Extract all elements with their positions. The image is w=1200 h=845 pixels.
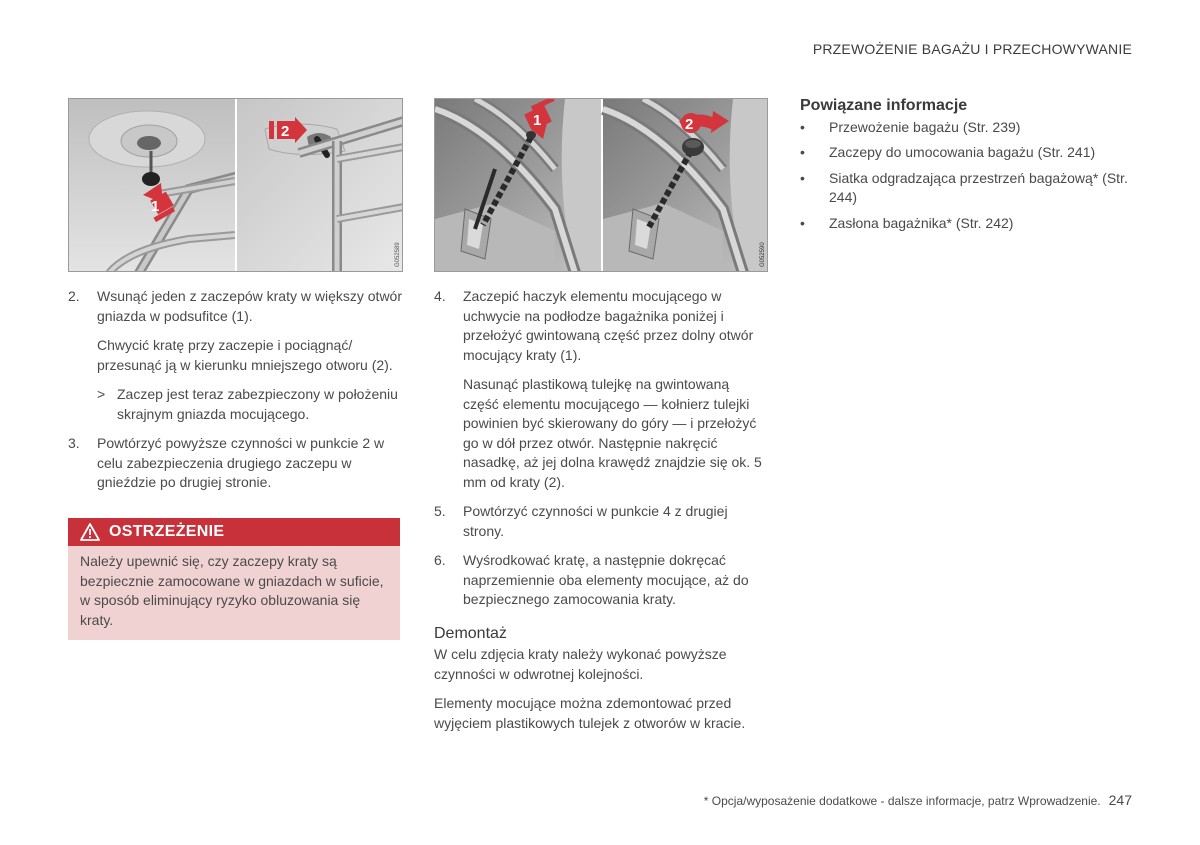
footer-note: * Opcja/wyposażenie dodatkowe - dalsze informacje, patrz Wprowadzenie. xyxy=(703,794,1101,808)
page-footer xyxy=(704,791,1132,812)
step-4 xyxy=(434,287,768,492)
step-6-number: 6. xyxy=(434,552,446,568)
step-5-number: 5. xyxy=(434,503,446,519)
result-arrow: > xyxy=(97,386,106,402)
warning-header xyxy=(68,518,400,546)
callout-2-mid-label: 2 xyxy=(685,116,694,133)
step-2-number: 2. xyxy=(68,288,80,304)
step-3-number: 3. xyxy=(68,435,80,451)
step-2-text-2: Chwycić kratę przy zaczepie i pociągnąć/ przesunąć ją w kierunku mniejszego otworu (2). xyxy=(97,337,393,373)
step-4-number: 4. xyxy=(434,288,446,304)
step-2-text-1: Wsunąć jeden z zaczepów kraty w większy otwór gniazda w podsufitce (1). xyxy=(97,288,402,324)
related-link-text: Siatka odgradzająca przestrzeń bagażową* (Str. 244) xyxy=(829,169,1128,205)
step-2-result-text: Zaczep jest teraz zabezpieczony w położeniu skrajnym gniazda mocującego. xyxy=(117,386,398,422)
demontaz-text-1: W celu zdjęcia kraty należy wykonać powyższe czynności w odwrotnej kolejności. xyxy=(434,646,727,682)
figure-floor-mount xyxy=(434,98,768,272)
figure-code-mid: G052590 xyxy=(760,242,766,267)
step-2-result xyxy=(97,385,402,424)
callout-2-label: 2 xyxy=(281,123,290,140)
related-link-text: Zaczepy do umocowania bagażu (Str. 241) xyxy=(829,144,1096,160)
section-header: PRZEWOŻENIE BAGAŻU I PRZECHOWYWANIE xyxy=(812,41,1132,57)
page-number: 247 xyxy=(1108,792,1132,808)
warning-text: Należy upewnić się, czy zaczepy kraty są bezpiecznie zamocowane w gniazdach w suficie, w sposób eliminujący ryzyko obluzowania się kraty. xyxy=(68,546,400,640)
related-link[interactable] xyxy=(800,214,1140,234)
related-info xyxy=(800,96,1140,239)
related-heading: Powiązane informacje xyxy=(800,97,968,114)
callout-1-label: 1 xyxy=(151,198,160,215)
related-link[interactable] xyxy=(800,118,1140,138)
column-2 xyxy=(434,287,768,743)
related-list xyxy=(800,118,1140,234)
step-6 xyxy=(434,551,768,610)
related-link-text: Przewożenie bagażu (Str. 239) xyxy=(829,118,1021,135)
step-4-text-1: Zaczepić haczyk elementu mocującego w uchwycie na podłodze bagażnika poniżej i przełożyć gwintowaną część przez dolny otwór mocujący kraty (1). xyxy=(463,288,754,363)
related-link[interactable] xyxy=(800,169,1140,208)
related-link[interactable] xyxy=(800,143,1140,163)
callout-1-mid-label: 1 xyxy=(533,112,542,129)
bullet: • xyxy=(800,214,805,231)
demontaz-heading: Demontaż xyxy=(434,624,507,642)
step-5-text: Powtórzyć czynności w punkcie 4 z drugiej strony. xyxy=(463,503,728,539)
figure-ceiling-mount xyxy=(68,98,403,272)
bullet: • xyxy=(800,144,805,160)
step-2 xyxy=(68,287,402,424)
column-1 xyxy=(68,287,402,503)
warning-title: OSTRZEŻENIE xyxy=(109,523,225,541)
demontaz-text-2: Elementy mocujące można zdemontować przed wyjęciem plastikowych tulejek z otworów w kracie. xyxy=(434,695,746,731)
warning-icon xyxy=(80,523,100,541)
step-5 xyxy=(434,502,768,541)
figure-code-left: G052589 xyxy=(395,242,401,267)
bullet: • xyxy=(800,169,805,186)
bullet: • xyxy=(800,118,805,135)
step-6-text: Wyśrodkować kratę, a następnie dokręcać naprzemiennie oba elementy mocujące, aż do bezpiecznego zamocowania kraty. xyxy=(463,552,749,607)
step-4-text-2: Nasunąć plastikową tulejkę na gwintowaną część elementu mocującego — kołnierz tulejki powinien być skierowany do góry — i przełożyć go w dół przez otwór. Następnie nakręcić nasadkę, aż jej dolna krawędź znajdzie się ok. 5 mm od kraty (2). xyxy=(463,376,762,490)
step-3 xyxy=(68,434,402,493)
warning-box xyxy=(68,518,400,640)
related-link-text: Zasłona bagażnika* (Str. 242) xyxy=(829,214,1014,231)
step-3-text: Powtórzyć powyższe czynności w punkcie 2 w celu zabezpieczenia drugiego zaczepu w gnieździe po drugiej stronie. xyxy=(97,435,385,490)
